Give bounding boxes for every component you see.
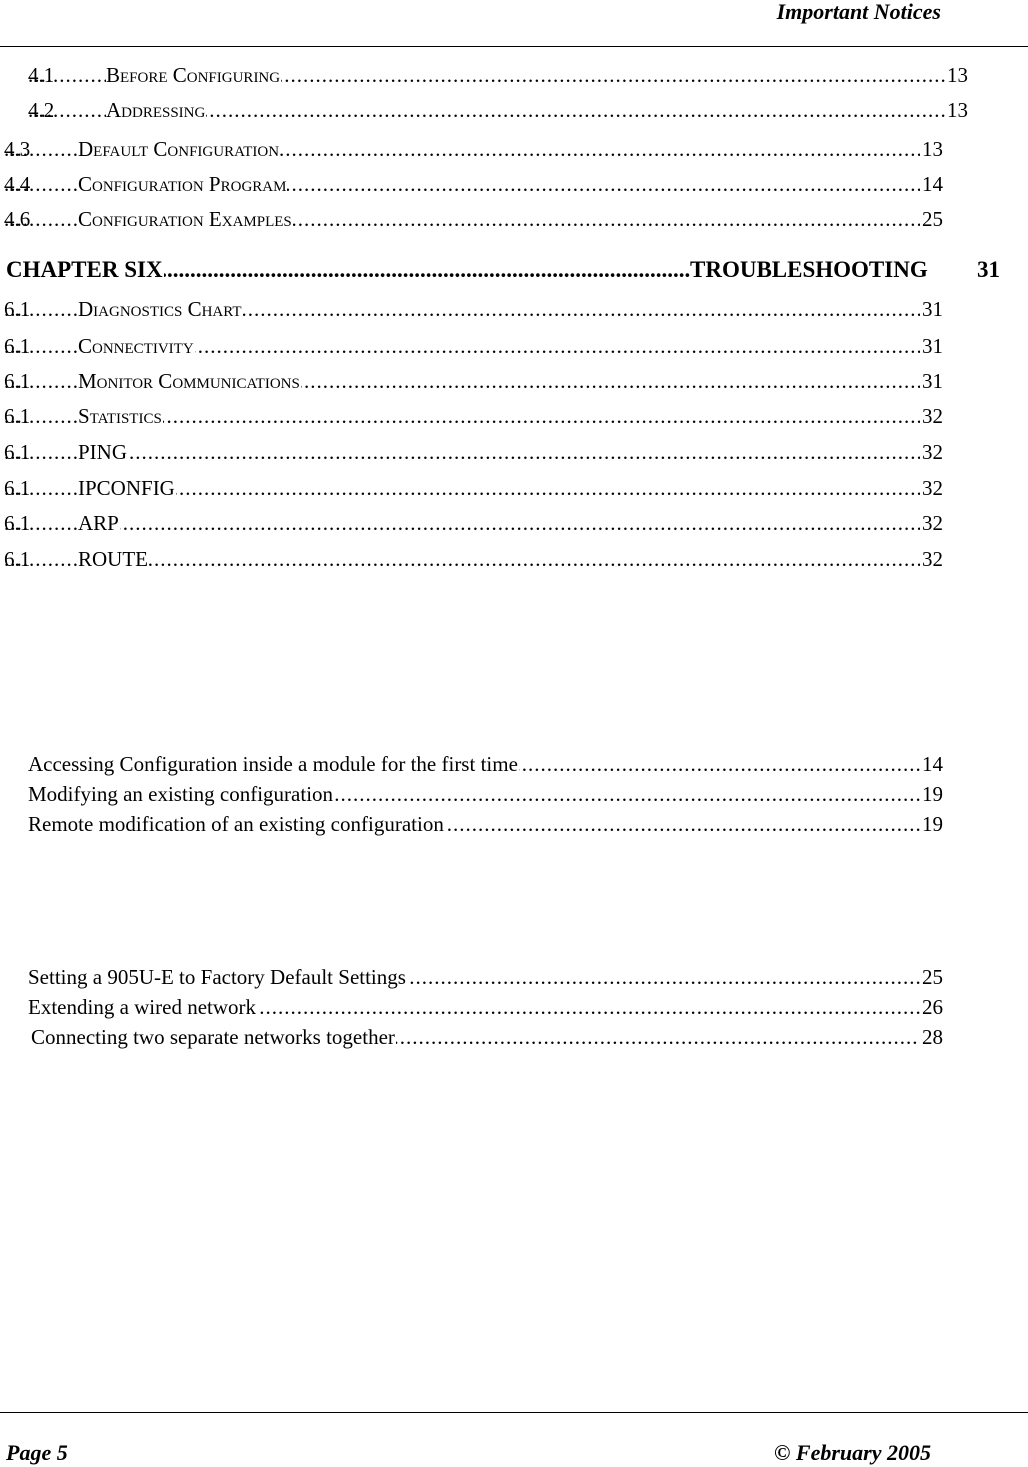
toc-entry[interactable]: [28, 62, 968, 88]
toc-entry-number: 6.1: [4, 476, 31, 500]
toc-entry-title: ARP: [78, 511, 119, 535]
toc-entry-page: 32: [922, 404, 943, 428]
toc-entry[interactable]: [4, 510, 943, 536]
toc-entry[interactable]: [4, 475, 943, 501]
figure-title: Remote modification of an existing configuration: [28, 812, 444, 836]
toc-entry-number: 4.2: [28, 98, 55, 122]
figure-page: 26: [922, 995, 943, 1019]
toc-entry-number: 4.3: [4, 137, 31, 161]
toc-entry-page: 13: [947, 63, 968, 87]
figure-entry[interactable]: [28, 780, 943, 808]
figure-page: 19: [922, 782, 943, 806]
header-rule: [0, 46, 1028, 47]
toc-entry-page: 32: [922, 440, 943, 464]
toc-entry-number: 6.1: [4, 547, 31, 571]
toc-entry-page: 31: [922, 297, 943, 321]
figure-entry[interactable]: [28, 993, 943, 1021]
figure-entry[interactable]: [28, 810, 943, 838]
figure-title: Modifying an existing configuration: [28, 782, 334, 806]
toc-entry[interactable]: [4, 136, 943, 162]
figure-page: 19: [922, 812, 943, 836]
toc-entry[interactable]: [4, 296, 943, 322]
toc-entry-page: 13: [922, 137, 943, 161]
figure-entry[interactable]: [28, 963, 943, 991]
footer-rule: [0, 1412, 1028, 1413]
toc-entry-page: 32: [922, 547, 943, 571]
toc-entry[interactable]: [28, 97, 968, 123]
toc-entry-page: 32: [922, 511, 943, 535]
figure-title: Connecting two separate networks together: [31, 1025, 395, 1049]
toc-chapter-heading[interactable]: [6, 255, 1000, 285]
toc-entry-title: Default Configuration: [78, 137, 280, 161]
chapter-page: 31: [977, 257, 1000, 282]
toc-entry[interactable]: [4, 206, 943, 232]
toc-entry-page: 13: [947, 98, 968, 122]
toc-entry-number: 4.6: [4, 207, 31, 231]
figure-page: 28: [922, 1025, 943, 1049]
toc-entry[interactable]: [4, 439, 943, 465]
chapter-label: CHAPTER SIX: [6, 255, 164, 285]
toc-entry-number: 4.1: [28, 63, 55, 87]
toc-entry-number: 6.1: [4, 404, 31, 428]
toc-entry-number: 6.1: [4, 369, 31, 393]
dot-leader: [4, 510, 943, 536]
toc-entry-title: Addressing: [106, 98, 206, 122]
toc-entry-page: 14: [922, 172, 943, 196]
dot-leader: [4, 439, 943, 465]
chapter-title: TROUBLESHOOTING: [690, 257, 928, 282]
toc-entry-title: Connectivity: [78, 334, 194, 358]
footer-page-label: Page 5: [6, 1440, 68, 1465]
figure-entry[interactable]: [31, 1023, 943, 1051]
figure-page: 25: [922, 965, 943, 989]
toc-entry-title: Monitor Communications: [78, 369, 300, 393]
toc-entry-title: ROUTE: [78, 547, 148, 571]
toc-entry-page: 32: [922, 476, 943, 500]
toc-entry[interactable]: [4, 403, 943, 429]
toc-entry[interactable]: [4, 333, 943, 359]
toc-entry-number: 6.1: [4, 511, 31, 535]
toc-entry[interactable]: [4, 171, 943, 197]
toc-entry-page: 31: [922, 334, 943, 358]
figure-title: Setting a 905U-E to Factory Default Settings: [28, 965, 406, 989]
figure-entry[interactable]: [28, 750, 943, 778]
figure-title: Extending a wired network: [28, 995, 257, 1019]
toc-entry-number: 6.1: [4, 440, 31, 464]
toc-entry[interactable]: [4, 368, 943, 394]
toc-entry-title: Diagnostics Chart: [78, 297, 242, 321]
footer-copyright: © February 2005: [774, 1440, 931, 1465]
toc-entry-number: 4.4: [4, 172, 31, 196]
figure-title: Accessing Configuration inside a module for the first time: [28, 752, 518, 776]
figure-page: 14: [922, 752, 943, 776]
toc-entry-title: Before Configuring: [106, 63, 281, 87]
toc-entry-title: IPCONFIG: [78, 476, 175, 500]
toc-entry-page: 31: [922, 369, 943, 393]
toc-entry-title: Configuration Examples: [78, 207, 292, 231]
toc-entry-number: 6.1: [4, 334, 31, 358]
toc-entry-page: 25: [922, 207, 943, 231]
toc-entry-title: PING: [78, 440, 128, 464]
header-title: Important Notices: [776, 0, 941, 24]
toc-entry-title: Configuration Program: [78, 172, 287, 196]
toc-entry[interactable]: [4, 546, 943, 572]
toc-entry-number: 6.1: [4, 297, 31, 321]
toc-entry-title: Statistics: [78, 404, 162, 428]
